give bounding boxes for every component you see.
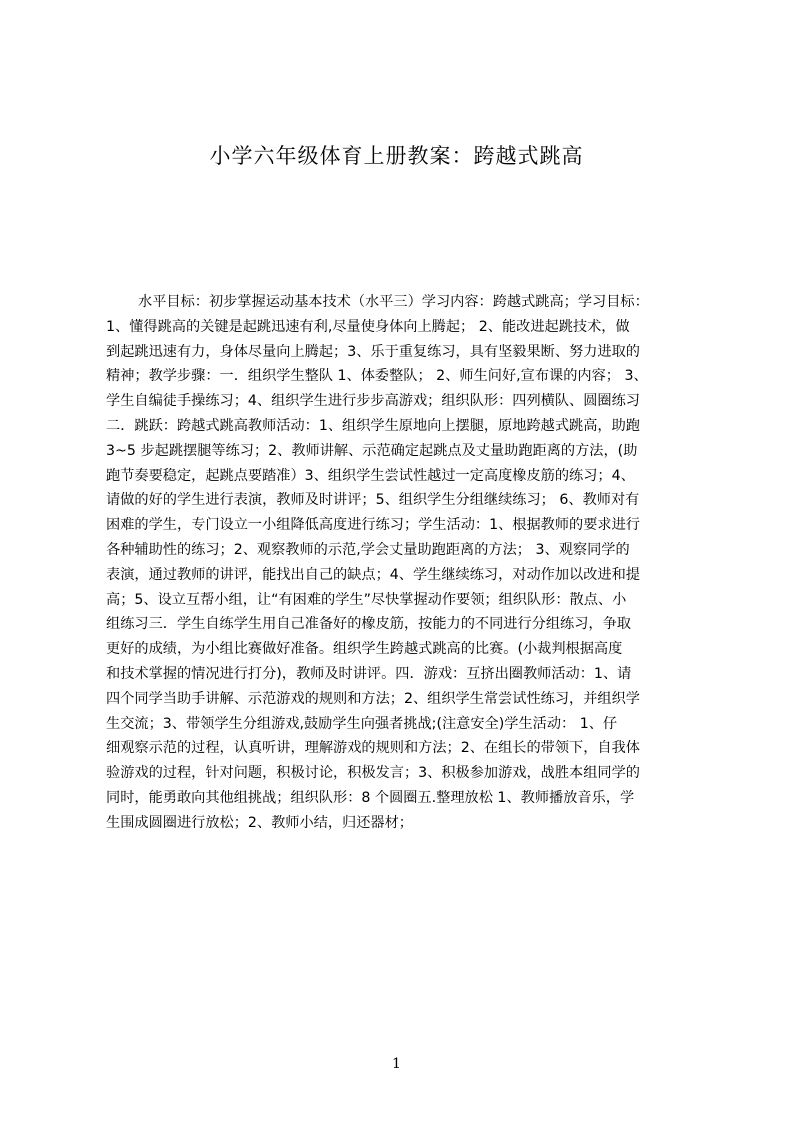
text-line: 各种辅助性的练习；2、观察教师的示范,学会丈量助跑距离的方法； 3、观察同学的 (106, 541, 630, 558)
text-line: 和技术掌握的情况进行打分)，教师及时讲评。四．游戏：互挤出圈教师活动：1、请 (106, 665, 632, 682)
text-line: 学生自编徒手操练习；4、组织学生进行步步高游戏；组织队形：四列横队、圆圈练习 (106, 393, 640, 410)
text-line: 同时，能勇敢向其他组挑战；组织队形：8 个圆圈五.整理放松 1、教师播放音乐，学 (106, 789, 635, 806)
text-line: 1、懂得跳高的关键是起跳迅速有利,尽量使身体向上腾起； 2、能改进起跳技术，做 (106, 318, 630, 335)
text-line: 水平目标：初步掌握运动基本技术（水平三）学习内容：跨越式跳高；学习目标： (138, 294, 649, 310)
page-title: 小学六年级体育上册教案：跨越式跳高 (209, 144, 584, 168)
text-line: 验游戏的过程，针对问题，积极讨论，积极发言；3、积极参加游戏，战胜本组同学的 (106, 765, 640, 782)
text-line: 更好的成绩，为小组比赛做好准备。组织学生跨越式跳高的比赛。(小裁判根据高度 (106, 641, 623, 658)
page-number: 1 (392, 1056, 401, 1072)
text-line: 困难的学生，专门设立一小组降低高度进行练习；学生活动：1、根据教师的要求进行 (106, 517, 640, 534)
text-line: 高；5、设立互帮小组，让“有困难的学生”尽快掌握动作要领；组织队形：散点、小 (106, 591, 627, 608)
text-line: 生交流；3、带领学生分组游戏,鼓励学生向强者挑战;(注意安全)学生活动： 1、仔 (106, 715, 618, 732)
text-line: 到起跳迅速有力，身体尽量向上腾起；3、乐于重复练习，具有坚毅果断、努力进取的 (106, 343, 640, 360)
text-line: 四个同学当助手讲解、示范游戏的规则和方法；2、组织学生常尝试性练习，并组织学 (106, 690, 640, 707)
text-line: 请做的好的学生进行表演，教师及时讲评；5、组织学生分组继续练习； 6、教师对有 (106, 492, 640, 509)
text-line: 精神；教学步骤：一．组织学生整队 1、体委整队； 2、师生问好,宣布课的内容； 3、 (106, 368, 648, 385)
body-text (106, 290, 698, 836)
text-line: 3~5 步起跳摆腿等练习；2、教师讲解、示范确定起跳点及丈量助跑距离的方法，(助 (106, 442, 638, 459)
text-line: 二．跳跃：跨越式跳高教师活动：1、组织学生原地向上摆腿，原地跨越式跳高，助跑 (106, 417, 640, 434)
text-line: 组练习三．学生自练学生用自己准备好的橡皮筋，按能力的不同进行分组练习，争取 (106, 616, 631, 633)
text-line: 生围成圆圈进行放松；2、教师小结，归还器材； (106, 814, 413, 831)
text-line: 跑节奏要稳定，起跳点要踏准）3、组织学生尝试性越过一定高度橡皮筋的练习；4、 (106, 467, 635, 484)
text-line: 表演，通过教师的讲评，能找出自己的缺点；4、学生继续练习，对动作加以改进和提 (106, 566, 640, 583)
text-line: 细观察示范的过程，认真听讲，理解游戏的规则和方法；2、在组长的带领下，自我体 (106, 740, 640, 757)
